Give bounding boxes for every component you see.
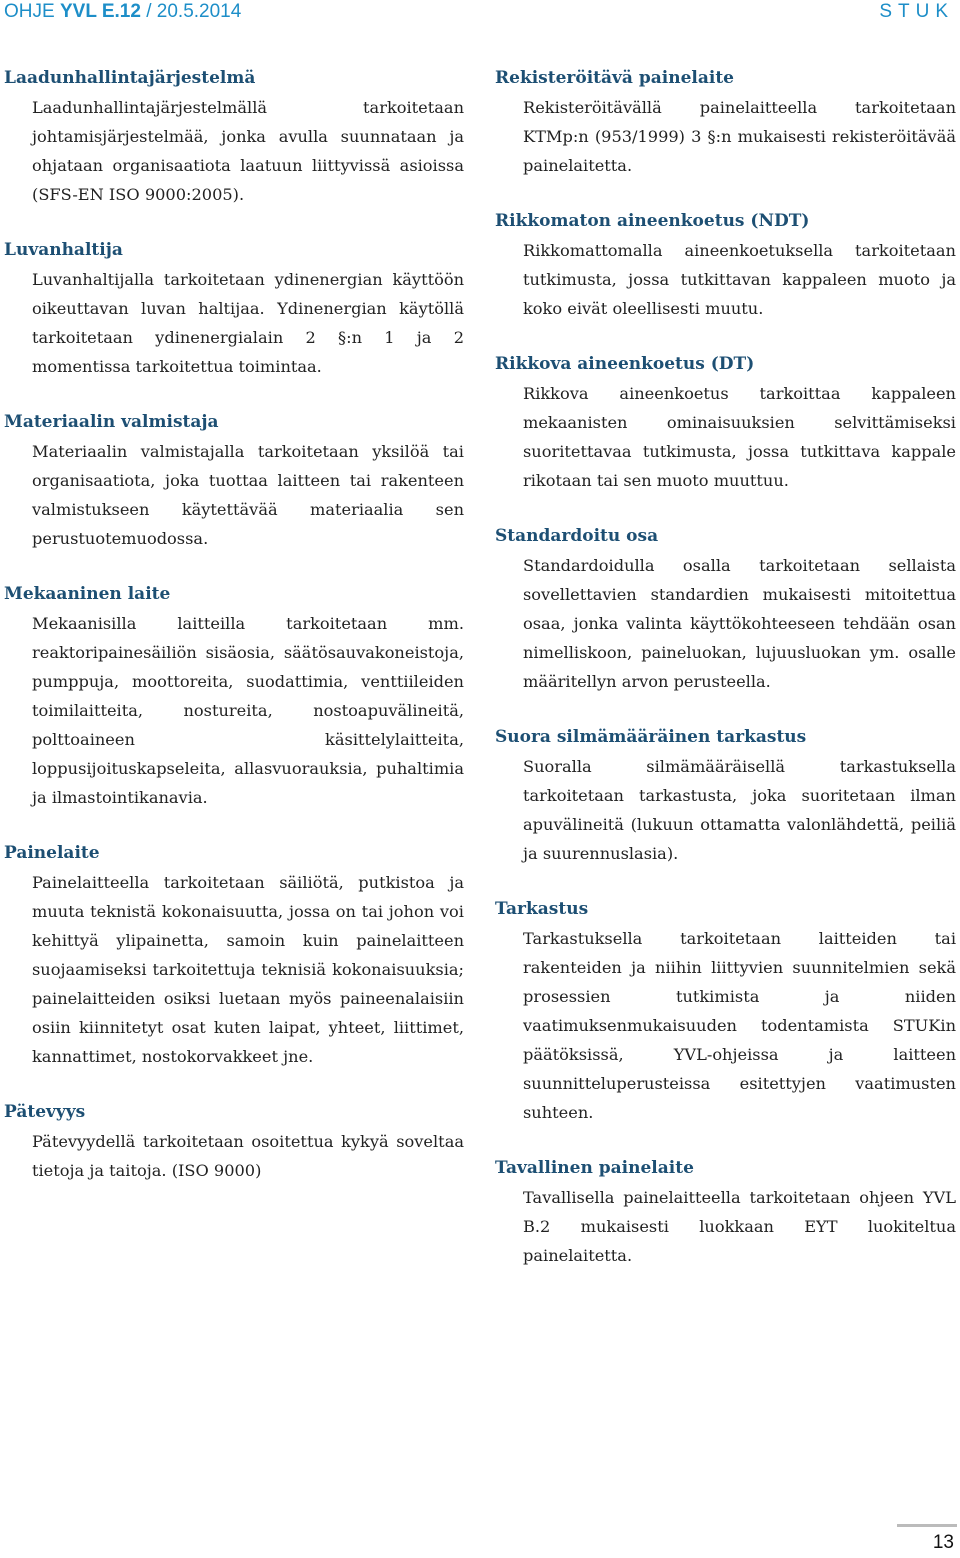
term-definition: Painelaitteella tarkoitetaan säiliötä, putkistoa ja muuta teknistä kokonaisuutta, jossa on tai johon voi kehittyä ylipainetta, samoin kuin painelaitteen suojaamiseksi tarkoitettuja teknisiä kokonaisuuksia; painelaitteiden osiksi luetaan myös paineenalaisiin osiin kiinnitetyt osat kuten laipat, yhteet, liittimet, kannattimet, nostokorvakkeet jne.: [32, 873, 464, 1066]
header-guide-reference: [4, 0, 241, 24]
glossary-entry: [495, 64, 956, 180]
term-heading: Tavallinen painelaite: [495, 1158, 694, 1178]
glossary-entry: [495, 350, 956, 495]
glossary-entry: [495, 1154, 956, 1270]
term-heading: Luvanhaltija: [4, 240, 123, 260]
term-heading: Rikkomaton aineenkoetus (NDT): [495, 211, 810, 231]
term-definition: Tarkastuksella tarkoitetaan laitteiden tai rakenteiden ja niihin liittyvien suunnitelmien sekä prosessien tutkimista ja niiden vaatimuksenmukaisuuden todentamista STUKin päätöksissä, YVL-ohjeissa ja laitteen suunnitteluperusteissa esitettyjen vaatimusten suhteen.: [523, 929, 956, 1122]
term-heading: Materiaalin valmistaja: [4, 412, 219, 432]
glossary-entry: [4, 64, 464, 209]
header-guide-code: YVL E.12: [59, 1, 141, 22]
term-definition: Suoralla silmämääräisellä tarkastuksella tarkoitetaan tarkastusta, joka suoritetaan ilman apuvälineitä (lukuun ottamatta valonlähdettä, peiliä ja suurennuslasia).: [523, 757, 956, 863]
term-heading: Laadunhallintajärjestelmä: [4, 68, 256, 88]
term-heading: Rekisteröitävä painelaite: [495, 68, 734, 88]
glossary-entry: [495, 522, 956, 696]
glossary-entry: [4, 408, 464, 553]
term-definition: Laadunhallintajärjestelmällä tarkoitetaan johtamisjärjestelmää, jonka avulla suunnataan ja ohjataan organisaatiota laatuun liittyvissä asioissa (SFS-EN ISO 9000:2005).: [32, 98, 464, 204]
term-definition: Rikkova aineenkoetus tarkoittaa kappaleen mekaanisten ominaisuuksien selvittämiseksi suoritettavaa tutkimusta, jossa tutkittava kappale rikotaan tai sen muoto muuttuu.: [523, 384, 956, 490]
term-definition: Tavallisella painelaitteella tarkoitetaan ohjeen YVL B.2 mukaisesti luokkaan EYT luokiteltua painelaitetta.: [523, 1188, 956, 1265]
term-heading: Rikkova aineenkoetus (DT): [495, 354, 755, 374]
term-definition: Luvanhaltijalla tarkoitetaan ydinenergian käyttöön oikeuttavan luvan haltijaa. Ydinenergian käytöllä tarkoitetaan ydinenergialain 2 §:n 1 ja 2 momentissa tarkoitettua toimintaa.: [32, 270, 464, 376]
term-heading: Painelaite: [4, 843, 100, 863]
right-column: [495, 64, 956, 1297]
term-definition: Rikkomattomalla aineenkoetuksella tarkoitetaan tutkimusta, jossa tutkittavan kappaleen muoto ja koko eivät oleellisesti muutu.: [523, 241, 956, 318]
page-header: [0, 0, 960, 26]
glossary-entry: [495, 895, 956, 1127]
term-heading: Tarkastus: [495, 899, 589, 919]
term-definition: Materiaalin valmistajalla tarkoitetaan yksilöä tai organisaatiota, joka tuottaa laitteen tai rakenteen valmistukseen käytettävää materiaalia sen perustuotemuodossa.: [32, 442, 464, 548]
glossary-entry: [4, 580, 464, 812]
term-definition: Mekaanisilla laitteilla tarkoitetaan mm. reaktoripainesäiliön sisäosia, säätösauvakoneistoja, pumppuja, moottoreita, suodattimia, venttiileiden toimilaitteita, nostureita, nostoapuvälineitä, polttoaineen käsittelylaitteita, loppusijoituskapseleita, allasvuorauksia, puhaltimia ja ilmastointikanavia.: [32, 614, 464, 807]
term-heading: Pätevyys: [4, 1102, 86, 1122]
glossary-entry: [4, 839, 464, 1071]
left-column: [4, 64, 464, 1212]
term-heading: Suora silmämääräinen tarkastus: [495, 727, 807, 747]
glossary-entry: [495, 207, 956, 323]
term-heading: Standardoitu osa: [495, 526, 659, 546]
term-definition: Pätevyydellä tarkoitetaan osoitettua kykyä soveltaa tietoja ja taitoja. (ISO 9000): [32, 1132, 464, 1180]
header-ohje-label: OHJE: [4, 1, 55, 22]
glossary-entry: [4, 1098, 464, 1185]
term-heading: Mekaaninen laite: [4, 584, 171, 604]
page-number: 13: [932, 1532, 954, 1553]
term-definition: Standardoidulla osalla tarkoitetaan sellaista sovellettavien standardien mukaisesti mitoitettua osaa, jonka valinta käyttökohteeseen tehdään osan nimelliskoon, paineluokan, lujuusluokan ym. osalle määritellyn arvon perusteella.: [523, 556, 956, 691]
header-date: / 20.5.2014: [140, 1, 242, 22]
term-definition: Rekisteröitävällä painelaitteella tarkoitetaan KTMp:n (953/1999) 3 §:n mukaisesti rekisteröitävää painelaitetta.: [523, 98, 956, 175]
glossary-entry: [495, 723, 956, 868]
footer-divider: [897, 1524, 957, 1527]
glossary-entry: [4, 236, 464, 381]
header-organization: STUK: [879, 1, 954, 22]
